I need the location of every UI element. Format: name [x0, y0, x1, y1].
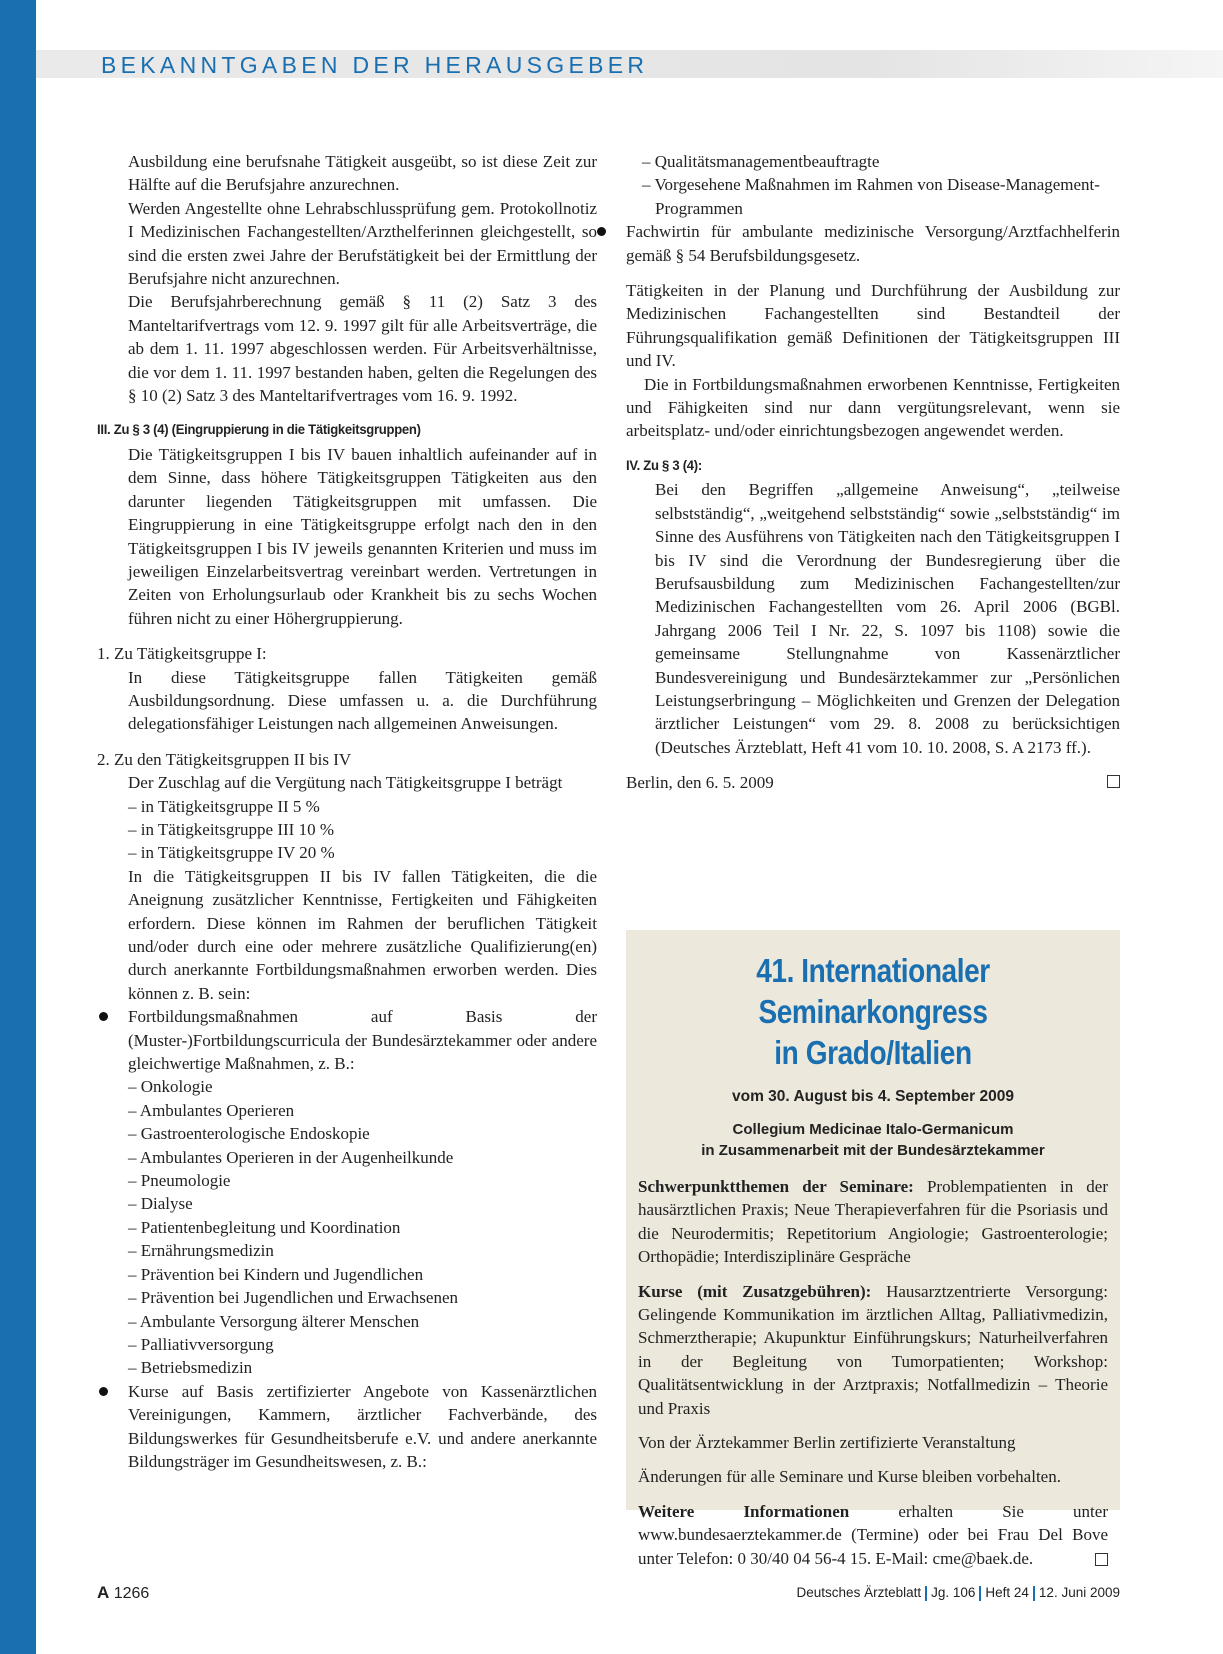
list-item: – Patientenbegleitung und Koordination [128, 1217, 401, 1237]
intro-paragraph-2: Werden Angestellte ohne Lehrabschlussprüfung gem. Protokollnotiz I Medizinischen Fachangestellten/Arzthelferinnen gleichgestellt, so sind die ersten zwei Jahre der Berufstätigkeit bei der Ermittlung der Berufsjahre nicht anzurechnen. [128, 198, 597, 289]
rate-line: – in Tätigkeitsgruppe III 10 % [128, 819, 335, 839]
page-number-value: 1266 [113, 1585, 150, 1602]
journal-issue: Heft 24 [985, 1585, 1029, 1600]
list-item: – Ambulantes Operieren [128, 1100, 295, 1120]
section-4-heading: IV. Zu § 3 (4): [626, 457, 702, 474]
bullet-fachwirtin: Fachwirtin für ambulante medizinische Versorgung/Arztfachhelferin gemäß § 54 Berufsbildungsgesetz. [595, 220, 1120, 267]
journal-name: Deutsches Ärzteblatt [796, 1585, 922, 1600]
info-text: erhalten Sie unter www.bundesaerztekammer.de (Termine) oder bei Frau Del Bove unter Telefon: 0 30/40 04 56-4 15. E-Mail: cme@baek.de. [638, 1501, 1108, 1568]
organizer-line-1: Collegium Medicinae Italo-Germanicum [732, 1121, 1014, 1138]
signoff-line [626, 771, 1120, 794]
rate-line: – in Tätigkeitsgruppe II 5 % [128, 796, 320, 816]
section-4-text: Bei den Begriffen „allgemeine Anweisung“, „teilweise selbstständig“, „weitgehend selbstständig“ sowie „selbstständig“ im Sinne des Ausführens von Tätigkeiten nach den Tätigkeitsgruppen I bis IV sind die Verordnung der Bundesregierung über die Berufsausbildung zum Medizinischen Fachangestellten/zur Medizinischen Fachangestellten vom 26. April 2006 (BGBl. Jahrgang 2006 Teil I Nr. 22, S. 1097 bis 1108) sowie die gemeinsame Stellungnahme von Kassenärztlicher Bundesvereinigung und Bundesärztekammer zur „Persönlichen Leistungserbringung – Möglichkeiten und Grenzen der Delegation ärztlicher Leistungen“ vom 29. 8. 2008 zu berücksichtigen (Deutsches Ärzteblatt, Heft 41 vom 10. 10. 2008, S. A 2173 ff.). [655, 480, 1120, 757]
list-item: – Gastroenterologische Endoskopie [128, 1124, 370, 1144]
conference-box [626, 930, 1120, 1568]
list-item: – Betriebsmedizin [128, 1358, 253, 1378]
conference-changes: Änderungen für alle Seminare und Kurse bleiben vorbehalten. [638, 1467, 1061, 1487]
conference-body [626, 1175, 1120, 1570]
list-item: – Prävention bei Kindern und Jugendlichen [128, 1264, 424, 1284]
list-item: – Ernährungsmedizin [128, 1241, 274, 1261]
intro-paragraph-3: Die Berufsjahrberechnung gemäß § 11 (2) Satz 3 des Manteltarifvertrags vom 12. 9. 1997 gilt für alle Arbeitsverträge, die ab dem 1. 11. 1997 abgeschlossen werden. Für Arbeitsverhältnisse, die vor dem 1. 11. 1997 bestanden haben, gelten die Regelungen des § 10 (2) Satz 3 des Manteltarifvertrages vom 16. 9. 1992. [128, 292, 597, 406]
conference-title-line-2: in Grado/Italien [774, 1034, 972, 1071]
end-box-icon [1107, 775, 1120, 788]
list-item: – Pneumologie [128, 1171, 231, 1191]
topics-label: Schwerpunktthemen der Seminare: [638, 1177, 914, 1196]
conference-dates: vom 30. August bis 4. September 2009 [732, 1088, 1014, 1105]
conference-title-line-1: 41. Internationaler Seminarkongress [756, 952, 990, 1030]
signoff-date: Berlin, den 6. 5. 2009 [626, 773, 774, 793]
conference-info [638, 1500, 1108, 1570]
conference-courses [638, 1280, 1108, 1420]
left-column [97, 150, 597, 1473]
list-item: – Onkologie [128, 1077, 213, 1097]
courses-label: Kurse (mit Zusatzgebühren): [638, 1281, 872, 1301]
journal-info [797, 1585, 1120, 1601]
right-column [626, 150, 1120, 795]
list-item: – Prävention bei Jugendlichen und Erwachsenen [128, 1288, 458, 1308]
list-item: – Ambulante Versorgung älterer Menschen [128, 1311, 420, 1331]
list-item: – Dialyse [128, 1194, 193, 1214]
rate-line: – in Tätigkeitsgruppe IV 20 % [128, 843, 335, 863]
list-item: – Vorgesehene Maßnahmen im Rahmen von Disease-Management-Programmen [642, 175, 1100, 218]
section-header: BEKANNTGABEN DER HERAUSGEBER [101, 52, 649, 78]
journal-date: 12. Juni 2009 [1038, 1585, 1120, 1600]
section-3-heading: III. Zu § 3 (4) (Eingruppierung in die Tätigkeitsgruppen) [97, 422, 421, 439]
conference-topics [638, 1175, 1108, 1269]
list-item: – Qualitätsmanagementbeauftragte [642, 152, 880, 171]
separator [979, 1586, 981, 1601]
organizer-line-2: in Zusammenarbeit mit der Bundesärztekammer [701, 1142, 1045, 1159]
conference-organizer [626, 1119, 1120, 1161]
page-number [97, 1583, 149, 1603]
conference-certified: Von der Ärztekammer Berlin zertifizierte Veranstaltung [638, 1433, 1016, 1453]
end-box-icon [1095, 1553, 1108, 1566]
topics-text: Problempatienten in der hausärztlichen Praxis; Neue Therapieverfahren für die Psoriasis und die Neurodermitis; Repetitorium Angiologie; Gastroenterologie; Orthopädie; Interdisziplinäre Gespräche [638, 1177, 1109, 1267]
conference-title [663, 950, 1083, 1073]
item-1-heading: 1. Zu Tätigkeitsgruppe I: [97, 644, 267, 664]
info-label: Weitere Informationen [638, 1501, 850, 1521]
paragraph-planung: Tätigkeiten in der Planung und Durchführung der Ausbildung zur Medizinischen Fachangestellten sind Bestandteil der Führungsqualifikation gemäß Definitionen der Tätigkeitsgruppen III und IV. [626, 281, 1120, 371]
section-3-text: Die Tätigkeitsgruppen I bis IV bauen inhaltlich aufeinander auf in dem Sinne, dass höhere Tätigkeitsgruppen Tätigkeiten aus den darunter liegenden Tätigkeitsgruppen mit umfassen. Die Eingruppierung in eine Tätigkeitsgruppe erfolgt nach den in den Tätigkeitsgruppen I bis IV jeweils genannten Kriterien und muss im jeweiligen Einzelarbeitsvertrag vereinbart werden. Vertretungen in Zeiten von Erholungsurlaub oder Krankheit bis zu sechs Wochen führen nicht zu einer Höhergruppierung. [128, 444, 597, 628]
separator [925, 1586, 927, 1601]
bullet-fortbildung: Fortbildungsmaßnahmen auf Basis der (Muster-)Fortbildungscurricula der Bundesärztekammer oder andere gleichwertige Maßnahmen, z. B.: [97, 1005, 597, 1075]
separator [1033, 1586, 1035, 1601]
item-1-text: In diese Tätigkeitsgruppe fallen Tätigkeiten gemäß Ausbildungsordnung. Diese umfassen u. a. die Durchführung delegationsfähiger Leistungen nach allgemeinen Anweisungen. [128, 667, 597, 734]
item-2-text-2: In die Tätigkeitsgruppen II bis IV fallen Tätigkeiten, die die Aneignung zusätzlicher Kenntnisse, Fertigkeiten und Fähigkeiten erfordern. Diese können im Rahmen der beruflichen Tätigkeit und/oder durch eine oder mehrere zusätzliche Qualifizierung(en) durch anerkannte Fortbildungsmaßnahmen erworben werden. Dies können z. B. sein: [128, 866, 597, 1003]
paragraph-fortbildung: Die in Fortbildungsmaßnahmen erworbenen Kenntnisse, Fertigkeiten und Fähigkeiten sind nur dann vergütungsrelevant, wenn sie arbeitsplatz- und/oder einrichtungsbezogen angewendet werden. [626, 374, 1120, 441]
sidebar-bar [0, 0, 36, 1654]
item-2-heading: 2. Zu den Tätigkeitsgruppen II bis IV [97, 749, 352, 769]
page-prefix: A [97, 1583, 110, 1602]
journal-volume: Jg. 106 [931, 1585, 976, 1600]
list-item: – Palliativversorgung [128, 1334, 274, 1354]
intro-paragraph-1: Ausbildung eine berufsnahe Tätigkeit ausgeübt, so ist diese Zeit zur Hälfte auf die Berufsjahre anzurechnen. [128, 152, 597, 195]
bullet-kurse: Kurse auf Basis zertifizierter Angebote von Kassenärztlichen Vereinigungen, Kammern, ärztlicher Fachverbände, des Bildungswerkes für Gesundheitsberufe e.V. und andere anerkannte Bildungsträger im Gesundheitswesen, z. B.: [97, 1380, 597, 1474]
list-item: – Ambulantes Operieren in der Augenheilkunde [128, 1147, 454, 1167]
item-2-text: Der Zuschlag auf die Vergütung nach Tätigkeitsgruppe I beträgt [128, 773, 563, 793]
courses-text: Hausarztzentrierte Versorgung: Gelingende Kommunikation im ärztlichen Alltag, Palliativmedizin, Schmerztherapie; Akupunktur Einführungskurs; Naturheilverfahren in der Begleitung von Tumorpatienten; Workshop: Qualitätsentwicklung in der Arztpraxis; Notfallmedizin – Theorie und Praxis [638, 1281, 1108, 1418]
